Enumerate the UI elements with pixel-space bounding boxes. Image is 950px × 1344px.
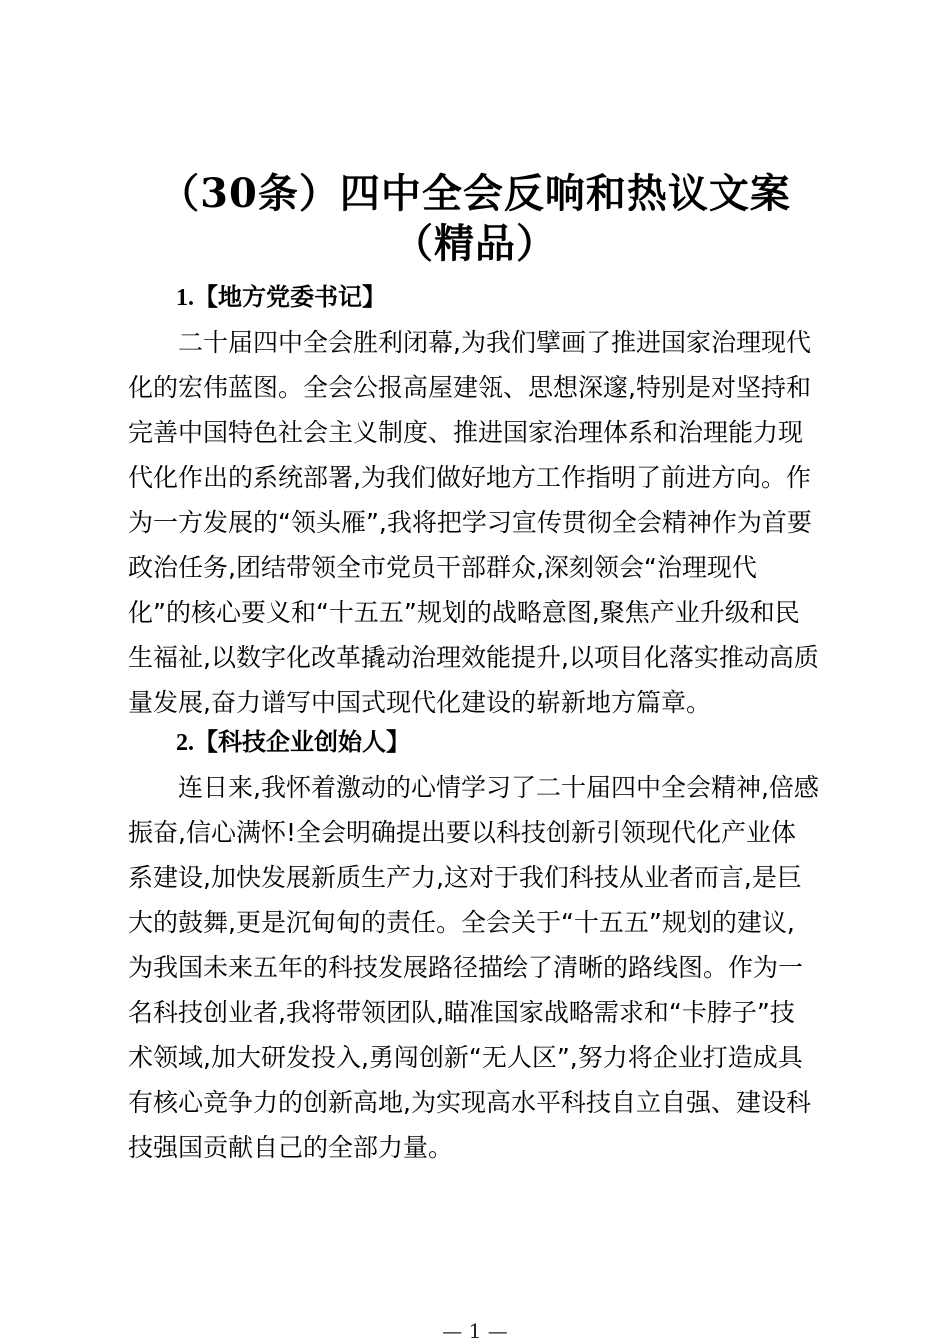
paragraph-line: 化”的核心要义和“十五五”规划的战略意图,聚焦产业升级和民 <box>128 598 800 627</box>
paragraph <box>128 765 836 1170</box>
paragraph-line: 振奋,信心满怀!全会明确提出要以科技创新引领现代化产业体 <box>128 818 796 847</box>
paragraph-line: 名科技创业者,我将带领团队,瞄准国家战略需求和“卡脖子”技 <box>128 998 795 1027</box>
paragraph-line: 完善中国特色社会主义制度、推进国家治理体系和治理能力现 <box>128 418 804 447</box>
paragraph-line: 政治任务,团结带领全市党员干部群众,深刻领会“治理现代 <box>128 553 757 582</box>
section-body <box>128 320 836 725</box>
paragraph-line: 二十届四中全会胜利闭幕,为我们擘画了推进国家治理现代 <box>178 328 811 357</box>
paragraph-line: 连日来,我怀着激动的心情学习了二十届四中全会精神,倍感 <box>178 773 819 802</box>
document-title: （30条）四中全会反响和热议文案 <box>159 170 791 217</box>
document-title-suffix: （精品） <box>393 220 557 267</box>
paragraph-line: 系建设,加快发展新质生产力,这对于我们科技从业者而言,是巨 <box>128 863 802 892</box>
paragraph-line: 术领域,加大研发投入,勇闯创新“无人区”,努力将企业打造成具 <box>128 1043 803 1072</box>
paragraph-line: 化的宏伟蓝图。全会公报高屋建瓴、思想深邃,特别是对坚持和 <box>128 373 811 402</box>
paragraph-line: 有核心竞争力的创新高地,为实现高水平科技自立自强、建设科 <box>128 1088 811 1117</box>
paragraph-line: 量发展,奋力谱写中国式现代化建设的崭新地方篇章。 <box>128 688 711 717</box>
section-body <box>128 765 836 1170</box>
paragraph-line: 生福祉,以数字化改革撬动治理效能提升,以项目化落实推动高质 <box>128 643 819 672</box>
paragraph-line: 代化作出的系统部署,为我们做好地方工作指明了前进方向。作 <box>128 463 811 492</box>
paragraph-line: 大的鼓舞,更是沉甸甸的责任。全会关于“十五五”规划的建议, <box>128 908 795 937</box>
page-number: — 1 — <box>442 1319 508 1343</box>
section-heading: 2.【科技企业创始人】 <box>176 730 410 756</box>
paragraph <box>128 320 836 725</box>
section-heading: 1.【地方党委书记】 <box>176 285 386 311</box>
paragraph-line: 技强国贡献自己的全部力量。 <box>128 1133 454 1162</box>
paragraph-line: 为我国未来五年的科技发展路径描绘了清晰的路线图。作为一 <box>128 953 804 982</box>
paragraph-line: 为一方发展的“领头雁”,我将把学习宣传贯彻全会精神作为首要 <box>128 508 812 537</box>
